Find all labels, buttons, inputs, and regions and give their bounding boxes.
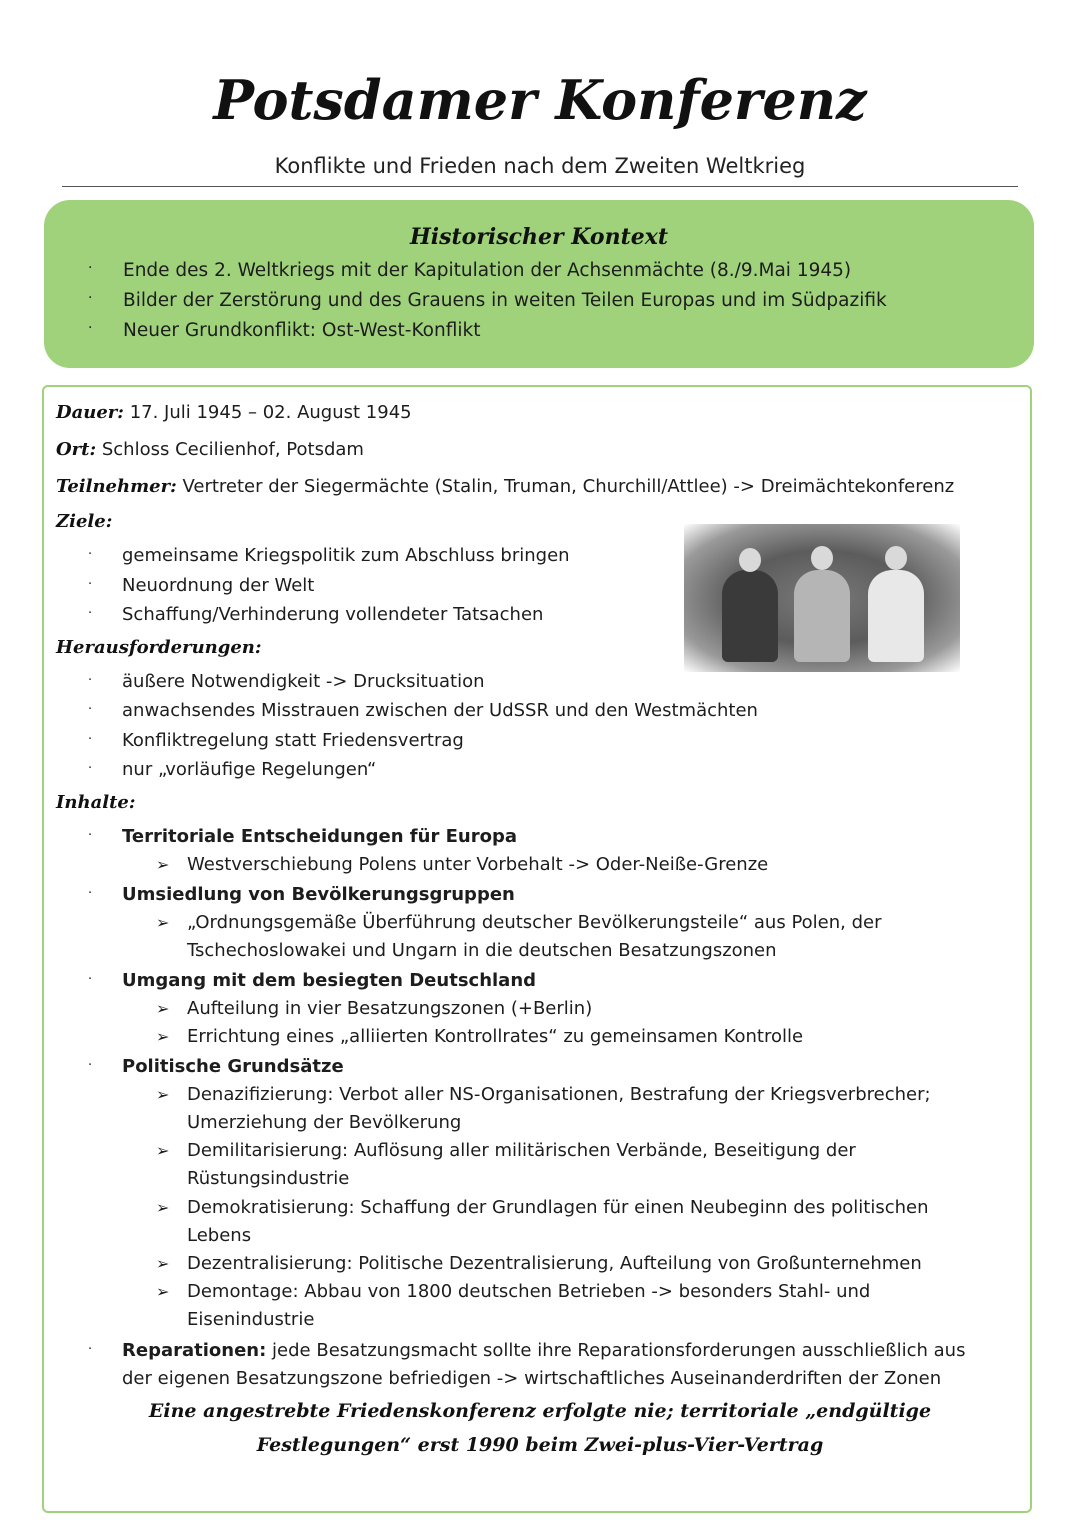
bullet-icon: · bbox=[88, 1342, 93, 1357]
bullet-icon: · bbox=[88, 828, 93, 843]
bullet-icon: · bbox=[88, 260, 93, 276]
conference-photo bbox=[684, 524, 960, 672]
reparations-label: Reparationen: bbox=[122, 1340, 267, 1361]
arrowhead-icon: ➢ bbox=[156, 1282, 170, 1301]
page-title: Potsdamer Konferenz bbox=[213, 68, 867, 132]
arrowhead-icon: ➢ bbox=[156, 1141, 170, 1160]
bullet-icon: · bbox=[88, 1058, 93, 1073]
arrowhead-icon: ➢ bbox=[156, 999, 170, 1018]
duration-row bbox=[56, 402, 412, 423]
photo-figure-head bbox=[811, 546, 833, 570]
photo-figure bbox=[868, 570, 924, 662]
location-label: Ort: bbox=[56, 439, 97, 460]
bullet-icon: · bbox=[88, 547, 93, 562]
bullet-icon: · bbox=[88, 673, 93, 688]
conclusion-line: Festlegungen“ erst 1990 beim Zwei-plus-Vier-Vertrag bbox=[256, 1434, 824, 1456]
arrowhead-icon: ➢ bbox=[156, 1027, 170, 1046]
context-heading: Historischer Kontext bbox=[409, 224, 669, 250]
photo-figure bbox=[794, 570, 850, 662]
bullet-icon: · bbox=[88, 320, 93, 336]
photo-figure bbox=[722, 570, 778, 662]
photo-figure-head bbox=[739, 548, 761, 572]
page-subtitle: Konflikte und Frieden nach dem Zweiten Weltkrieg bbox=[274, 154, 806, 178]
arrowhead-icon: ➢ bbox=[156, 855, 170, 874]
goals-heading: Ziele: bbox=[56, 511, 113, 532]
bullet-icon: · bbox=[88, 732, 93, 747]
contents-heading: Inhalte: bbox=[56, 792, 136, 813]
participants-row bbox=[56, 476, 954, 497]
bullet-icon: · bbox=[88, 702, 93, 717]
arrowhead-icon: ➢ bbox=[156, 1254, 170, 1273]
duration-value: 17. Juli 1945 – 02. August 1945 bbox=[129, 402, 412, 423]
title-divider bbox=[62, 186, 1018, 187]
bullet-icon: · bbox=[88, 577, 93, 592]
bullet-icon: · bbox=[88, 761, 93, 776]
participants-value: Vertreter der Siegermächte (Stalin, Truman, Churchill/Attlee) -> Dreimächtekonferenz bbox=[182, 476, 955, 497]
bullet-icon: · bbox=[88, 290, 93, 306]
arrowhead-icon: ➢ bbox=[156, 913, 170, 932]
location-row bbox=[56, 439, 364, 460]
participants-label: Teilnehmer: bbox=[56, 476, 177, 497]
photo-figure-head bbox=[885, 546, 907, 570]
reparations-text: jede Besatzungsmacht sollte ihre Reparationsforderungen ausschließlich aus bbox=[272, 1340, 966, 1361]
arrowhead-icon: ➢ bbox=[156, 1198, 170, 1217]
historical-context-box: Historischer Kontext · Ende des 2. Weltkriegs mit der Kapitulation der Achsenmächte (8./9.Mai 1945) · Bilder der Zerstörung und des Grauens in weiten Teilen Europas und im Südpazifik · Neuer Grundkonflikt: Ost-West-Konflikt bbox=[44, 200, 1034, 368]
bullet-icon: · bbox=[88, 886, 93, 901]
bullet-icon: · bbox=[88, 606, 93, 621]
challenges-heading: Herausforderungen: bbox=[56, 637, 262, 658]
arrowhead-icon: ➢ bbox=[156, 1085, 170, 1104]
duration-label: Dauer: bbox=[56, 402, 124, 423]
bullet-icon: · bbox=[88, 972, 93, 987]
conclusion-line: Eine angestrebte Friedenskonferenz erfolgte nie; territoriale „endgültige bbox=[148, 1400, 932, 1422]
location-value: Schloss Cecilienhof, Potsdam bbox=[101, 439, 364, 460]
